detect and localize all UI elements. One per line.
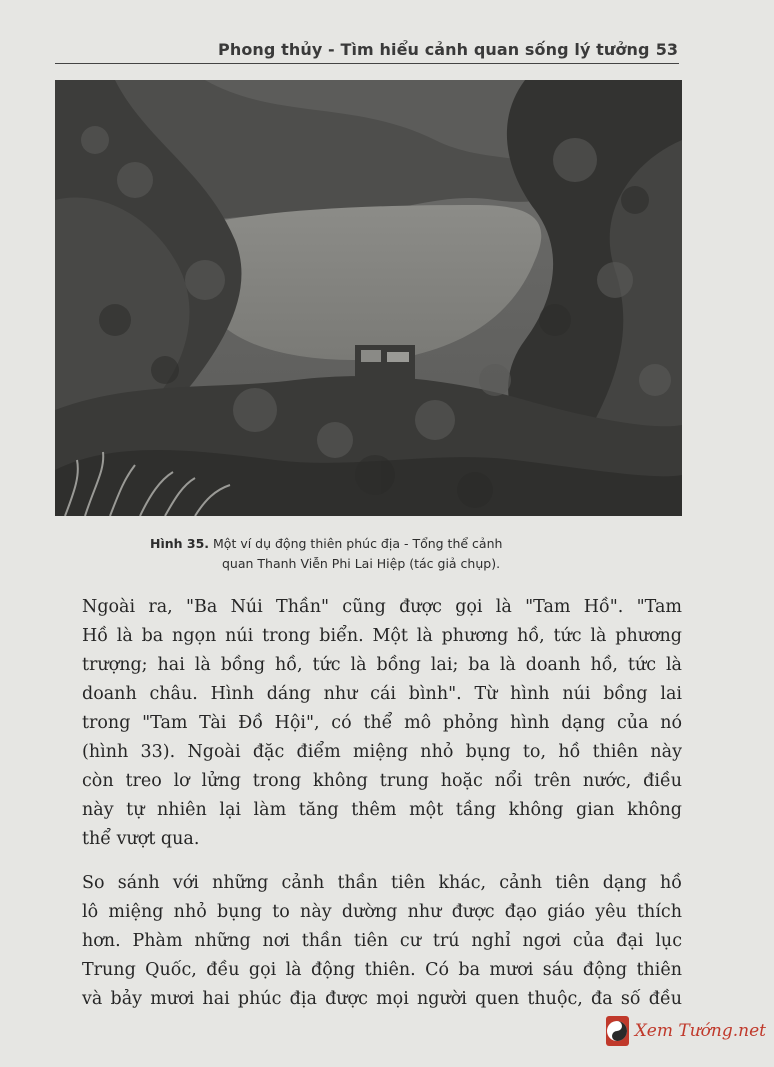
photo-lake-forest [55, 80, 682, 516]
text-line: doanh châu. Hình dáng như cái bình". Từ hình núi bồng lai [82, 684, 682, 704]
figure-label: Hình 35. [150, 536, 210, 551]
watermark-text: Xem Tướng.net [634, 1021, 766, 1041]
text-line: này tự nhiên lại làm tăng thêm một tầng không gian không [82, 800, 682, 820]
text-line: Ngoài ra, "Ba Núi Thần" cũng được gọi là "Tam Hồ". "Tam [82, 597, 682, 617]
header-title: Phong thủy - Tìm hiểu cảnh quan sống lý tưởng [218, 39, 650, 59]
text-line: Hồ là ba ngọn núi trong biển. Một là phương hồ, tức là phương [82, 626, 682, 646]
watermark [606, 1014, 766, 1048]
page-number: 53 [655, 39, 678, 59]
text-line: thể vượt qua. [82, 829, 200, 849]
figure-caption [150, 534, 570, 574]
header-rule [55, 63, 679, 64]
text-line: còn treo lơ lửng trong không trung hoặc nổi trên nước, điều [82, 771, 682, 791]
paragraph-2 [82, 869, 682, 1014]
text-line: trong "Tam Tài Đồ Hội", có thể mô phỏng hình dạng của nó [82, 713, 682, 733]
text-line: So sánh với những cảnh thần tiên khác, cảnh tiên dạng hồ [82, 873, 682, 893]
running-header [218, 36, 678, 62]
text-line: Trung Quốc, đều gọi là động thiên. Có ba mươi sáu động thiên [82, 960, 682, 980]
text-line: và bảy mươi hai phúc địa được mọi người quen thuộc, đa số đều [82, 989, 682, 1009]
caption-line-1: Một ví dụ động thiên phúc địa - Tổng thể cảnh [209, 536, 503, 551]
text-line: trượng; hai là bồng hồ, tức là bồng lai; ba là doanh hồ, tức là [82, 655, 682, 675]
text-line: (hình 33). Ngoài đặc điểm miệng nhỏ bụng to, hồ thiên này [82, 742, 682, 762]
text-line: lô miệng nhỏ bụng to này dường như được đạo giáo yêu thích [82, 902, 682, 922]
caption-line-2: quan Thanh Viễn Phi Lai Hiệp (tác giả chụp). [222, 556, 501, 571]
yin-yang-icon [606, 1016, 629, 1046]
text-line: hơn. Phàm những nơi thần tiên cư trú nghỉ ngơi của đại lục [82, 931, 682, 951]
paragraph-1 [82, 593, 682, 854]
